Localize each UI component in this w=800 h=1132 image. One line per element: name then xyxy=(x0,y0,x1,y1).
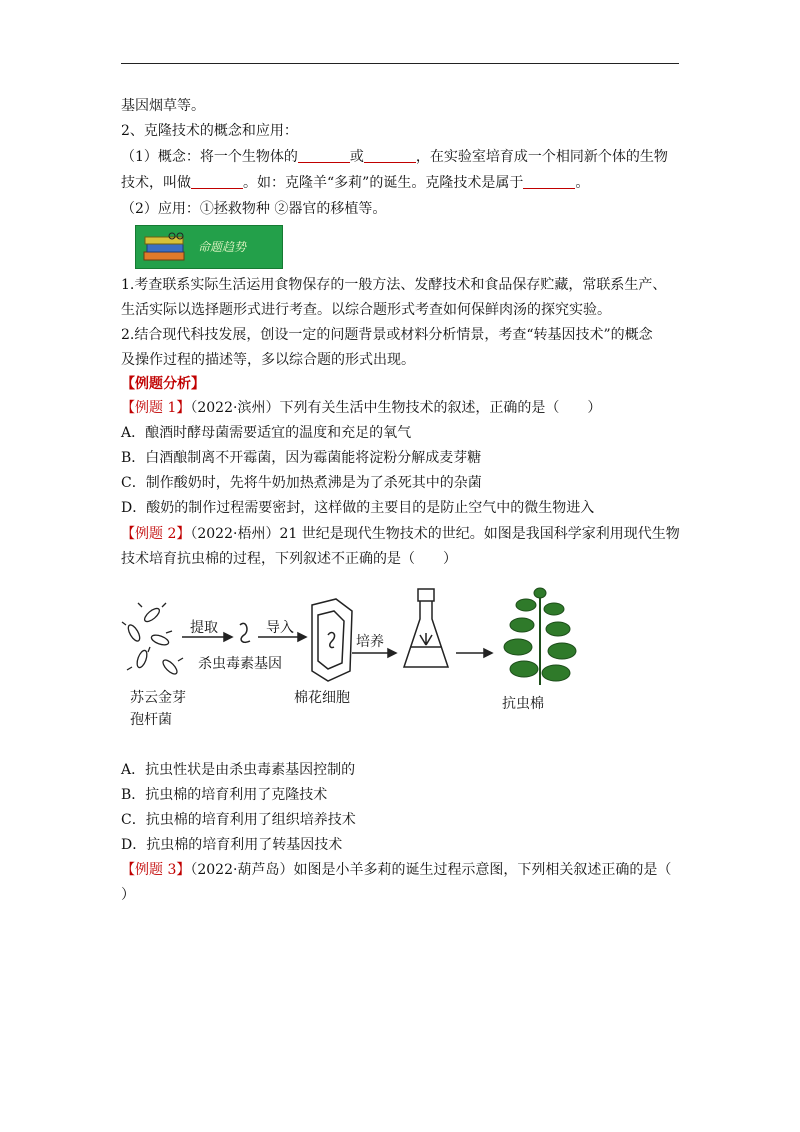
option: A．酿酒时酵母菌需要适宜的温度和充足的氧气 xyxy=(121,425,412,441)
concept-text: （1）概念：将一个生物体的 xyxy=(121,149,298,165)
trend-paragraph: 2.结合现代科技发展，创设一定的问题背景或材料分析情景，考查“转基因技术”的概念 xyxy=(121,327,653,343)
bacteria-label: 孢杆菌 xyxy=(130,712,172,728)
books-icon xyxy=(142,232,190,262)
gene-icon xyxy=(240,623,250,642)
concept-text: 技术，叫做 xyxy=(121,175,191,191)
cell-label: 棉花细胞 xyxy=(294,690,350,706)
culture-label: 培养 xyxy=(356,634,384,650)
option: C．抗虫棉的培育利用了组织培养技术 xyxy=(121,812,356,828)
question-3-stem-cont: ） xyxy=(121,887,135,903)
option: D．抗虫棉的培育利用了转基因技术 xyxy=(121,837,343,853)
concept-text: 或 xyxy=(349,149,364,165)
flask-icon xyxy=(404,589,448,667)
trend-badge xyxy=(135,225,283,269)
intro-line: 基因烟草等。 xyxy=(121,98,205,114)
question-1-stem xyxy=(121,398,601,418)
fill-blank xyxy=(191,174,243,189)
bacteria-label: 苏云金芽 xyxy=(130,690,186,706)
question-text: （2022·滨州）下列有关生活中生物技术的叙述，正确的是（ ） xyxy=(190,400,602,416)
example-section-title: 【例题分析】 xyxy=(121,376,205,392)
option: B．白酒酿制离不开霉菌，因为霉菌能将淀粉分解成麦芽糖 xyxy=(121,450,482,466)
badge-label: 命题趋势 xyxy=(198,240,247,254)
trend-paragraph: 1.考查联系实际生活运用食物保存的一般方法、发酵技术和食品保存贮藏，常联系生产、 xyxy=(121,277,667,293)
question-text: （2022·梧州）21 世纪是现代生物技术的世纪。如图是我国科学家利用现代生物 xyxy=(190,526,680,542)
cell-icon xyxy=(312,599,352,681)
question-text: （2022·葫芦岛）如图是小羊多莉的诞生过程示意图，下列相关叙述正确的是（ xyxy=(190,862,672,878)
option: D．酸奶的制作过程需要密封，这样做的主要目的是防止空气中的微生物进入 xyxy=(121,500,595,516)
import-label: 导入 xyxy=(266,620,294,636)
question-tag: 【例题 1】 xyxy=(121,400,191,416)
question-tag: 【例题 2】 xyxy=(121,526,191,542)
question-tag: 【例题 3】 xyxy=(121,862,191,878)
header-rule xyxy=(121,63,679,64)
fill-blank xyxy=(298,148,350,163)
option: A．抗虫性状是由杀虫毒素基因控制的 xyxy=(121,762,356,778)
trend-paragraph: 生活实际以选择题形式进行考查。以综合题形式考查如何保鲜肉汤的探究实验。 xyxy=(121,302,611,318)
question-3-stem xyxy=(121,860,671,880)
concept-text: 。 xyxy=(575,175,590,191)
cotton-process-figure xyxy=(120,585,640,735)
concept-text: 。如：克隆羊“多莉”的诞生。克隆技术是属于 xyxy=(243,175,524,191)
question-2-stem-cont: 技术培育抗虫棉的过程，下列叙述不正确的是（ ） xyxy=(121,551,457,567)
gene-label: 杀虫毒素基因 xyxy=(198,656,282,672)
trend-paragraph: 及操作过程的描述等，多以综合题的形式出现。 xyxy=(121,352,415,368)
concept-text: ，在实验室培育成一个相同新个体的生物 xyxy=(415,149,668,165)
bacteria-icon xyxy=(122,603,183,676)
cotton-plant-icon xyxy=(504,588,576,685)
option: B．抗虫棉的培育利用了克隆技术 xyxy=(121,787,328,803)
question-2-stem xyxy=(121,524,680,544)
concept-line-2 xyxy=(121,173,589,193)
fill-blank xyxy=(523,174,575,189)
plant-label: 抗虫棉 xyxy=(502,696,544,712)
section-heading: 2、克隆技术的概念和应用： xyxy=(121,123,298,139)
extract-label: 提取 xyxy=(190,620,218,636)
fill-blank xyxy=(364,148,416,163)
application-line: （2）应用：①拯救物种 ②器官的移植等。 xyxy=(121,201,387,217)
concept-line-1 xyxy=(121,147,668,167)
option: C．制作酸奶时，先将牛奶加热煮沸是为了杀死其中的杂菌 xyxy=(121,475,482,491)
